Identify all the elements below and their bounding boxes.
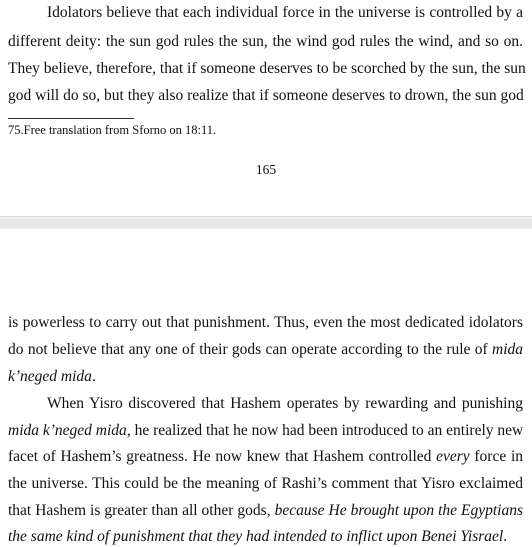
paragraph-line — [8, 367, 523, 387]
page-separator — [0, 216, 532, 230]
italic-run: k’neged mida — [8, 368, 92, 385]
paragraph-line: Idolators believe that each individual force in the universe is controlled by a — [47, 4, 523, 21]
paragraph-line — [8, 527, 523, 547]
text-run: . — [91, 368, 96, 385]
italic-run: mida k’neged mida — [8, 422, 127, 439]
text-run: force in — [469, 448, 523, 465]
bottom-page — [0, 229, 532, 545]
italic-run: every — [436, 448, 470, 465]
italic-run: because He brought upon the Egyptians — [274, 502, 524, 519]
paragraph-line — [8, 340, 523, 360]
footnote-divider — [8, 118, 134, 119]
italic-run: mida — [492, 341, 523, 358]
paragraph-line: different deity: the sun god rules the sun, the wind god rules the wind, and so on. — [8, 33, 523, 50]
text-run: , he realized that he now had been introduced to an entirely new — [126, 422, 524, 439]
page-number: 165 — [255, 162, 277, 177]
paragraph-line: They believe, therefore, that if someone deserves to be scorched by the sun, the sun — [8, 60, 526, 77]
paragraph-line — [8, 421, 523, 441]
paragraph-line — [8, 447, 523, 467]
paragraph-line: god will do so, but they also realize that if someone deserves to drown, the sun god — [8, 87, 524, 104]
paragraph-line: When Yisro discovered that Hashem operates by rewarding and punishing — [47, 395, 523, 412]
text-run: facet of Hashem’s greatness. He now knew that Hashem controlled — [8, 448, 437, 465]
top-page — [0, 0, 532, 216]
italic-run: the same kind of punishment that they had intended to inflict upon Benei Yisrael — [8, 528, 504, 545]
text-run: that Hashem is greater than all other gods, — [8, 502, 275, 519]
paragraph-line: the universe. This could be the meaning of Rashi’s comment that Yisro exclaimed — [8, 475, 523, 492]
footnote: 75.Free translation from Sforno on 18:11. — [8, 123, 217, 137]
paragraph-line: is powerless to carry out that punishment. Thus, even the most dedicated idolators — [8, 314, 523, 331]
text-run: do not believe that any one of their gods can operate according to the rule of — [8, 341, 492, 358]
text-run: . — [503, 528, 508, 545]
paragraph-line — [8, 501, 523, 521]
